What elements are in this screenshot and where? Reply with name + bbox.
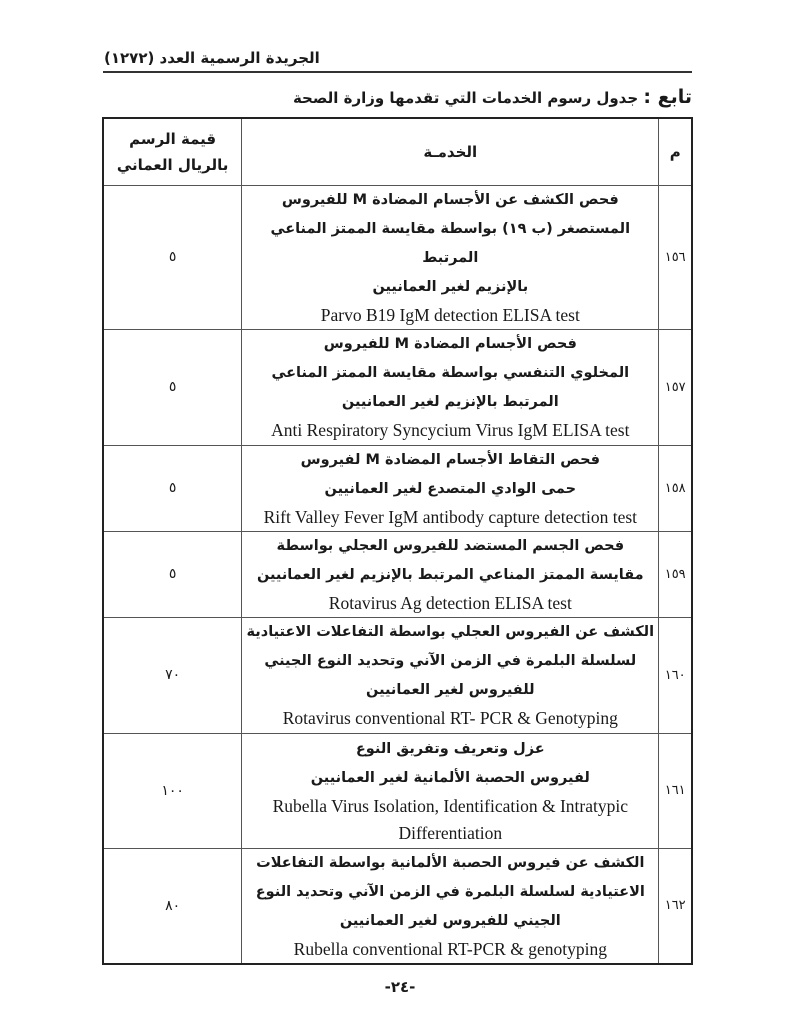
- service-arabic-line: الاعتيادية لسلسلة البلمرة في الزمن الآني وتحديد النوع: [255, 883, 645, 900]
- column-header-service: الخدمـة: [242, 118, 659, 185]
- table-row: [103, 185, 692, 329]
- service-arabic-line: المستصغر (ب ١٩) بواسطة مقايسة الممتز المناعي المرتبط: [270, 220, 631, 266]
- service-arabic-line: المرتبط بالإنزيم لغير العمانيين: [341, 394, 559, 410]
- table-row: [103, 848, 692, 964]
- service-arabic-line: الجيني للفيروس لغير العمانيين: [339, 912, 561, 929]
- table-row: [103, 329, 692, 445]
- row-number: ١٥٨: [659, 445, 692, 531]
- service-description: [242, 531, 659, 617]
- service-arabic-line: للفيروس لغير العمانيين: [366, 682, 535, 698]
- service-english-line: Differentiation: [398, 822, 503, 843]
- table-row: [103, 531, 692, 617]
- fee-value: ٥: [103, 445, 242, 531]
- row-number: ١٥٧: [659, 329, 692, 445]
- service-arabic-line: حمى الوادي المتصدع لغير العمانيين: [324, 480, 577, 497]
- service-description: [242, 329, 659, 445]
- service-arabic-line: فحص الجسم المستضد للفيروس العجلي بواسطة: [276, 537, 625, 554]
- table-header-row: [103, 118, 692, 185]
- service-arabic-line: مقايسة الممتز المناعي المرتبط بالإنزيم لغير العمانيين: [256, 566, 644, 583]
- fee-value: ٥: [103, 531, 242, 617]
- service-english-line: Rubella conventional RT-PCR & genotyping: [293, 938, 607, 959]
- service-english-line: Parvo B19 IgM detection ELISA test: [320, 304, 580, 325]
- service-arabic-line: فحص التقاط الأجسام المضادة M لفيروس: [300, 451, 601, 468]
- service-description: [242, 848, 659, 964]
- service-arabic-line: لفيروس الحصبة الألمانية لغير العمانيين: [310, 769, 590, 786]
- row-number: ١٥٦: [659, 185, 692, 329]
- row-number: ١٦٢: [659, 848, 692, 964]
- service-english-line: Rotavirus conventional RT- PCR & Genotyping: [282, 708, 618, 728]
- table-row: [103, 733, 692, 848]
- table-row: [103, 617, 692, 733]
- service-description: [242, 733, 659, 848]
- fees-table: [102, 117, 693, 965]
- service-description: [242, 185, 659, 329]
- column-header-number: م: [659, 118, 692, 185]
- service-arabic-line: فحص الأجسام المضادة M للفيروس: [323, 336, 577, 352]
- row-number: ١٥٩: [659, 531, 692, 617]
- service-english-line: Anti Respiratory Syncycium Virus IgM ELISA test: [271, 420, 630, 440]
- subtitle-text: جدول رسوم الخدمات التي تقدمها وزارة الصحة: [292, 89, 639, 107]
- service-english-line: Rift Valley Fever IgM antibody capture detection test: [263, 506, 638, 527]
- service-arabic-line: الكشف عن فيروس الحصبة الألمانية بواسطة التفاعلات: [256, 854, 645, 871]
- fee-header-line1: قيمة الرسم: [129, 129, 217, 148]
- table-row: [103, 445, 692, 531]
- service-arabic-line: عزل وتعريف وتفريق النوع: [355, 740, 545, 757]
- page-number: -٢٤-: [384, 978, 416, 996]
- service-english-line: Rotavirus Ag detection ELISA test: [328, 592, 572, 613]
- service-english-line: Rubella Virus Isolation, Identification & Intratypic: [272, 795, 628, 816]
- service-arabic-line: فحص الكشف عن الأجسام المضادة M للفيروس: [281, 191, 619, 208]
- service-arabic-line: المخلوي التنفسي بواسطة مقايسة الممتز المناعي: [271, 365, 630, 381]
- service-arabic-line: لسلسلة البلمرة في الزمن الآني وتحديد النوع الجيني: [264, 653, 637, 669]
- column-header-fee: [103, 118, 242, 185]
- fee-value: ٥: [103, 329, 242, 445]
- fee-value: ٧٠: [103, 617, 242, 733]
- fee-value: ٥: [103, 185, 242, 329]
- service-description: [242, 617, 659, 733]
- service-arabic-line: بالإنزيم لغير العمانيين: [372, 278, 529, 295]
- service-description: [242, 445, 659, 531]
- header-rule: [103, 71, 692, 73]
- table-subtitle: [103, 84, 692, 110]
- fee-value: ١٠٠: [103, 733, 242, 848]
- fee-header-line2: بالريال العماني: [116, 155, 229, 174]
- running-head: [104, 46, 692, 70]
- fee-value: ٨٠: [103, 848, 242, 964]
- gazette-title: الجريدة الرسمية العدد (١٢٧٢): [104, 49, 320, 67]
- row-number: ١٦٠: [659, 617, 692, 733]
- row-number: ١٦١: [659, 733, 692, 848]
- subtitle-lead: تابع :: [643, 86, 692, 108]
- service-arabic-line: الكشف عن الفيروس العجلي بواسطة التفاعلات الاعتيادية: [246, 624, 655, 640]
